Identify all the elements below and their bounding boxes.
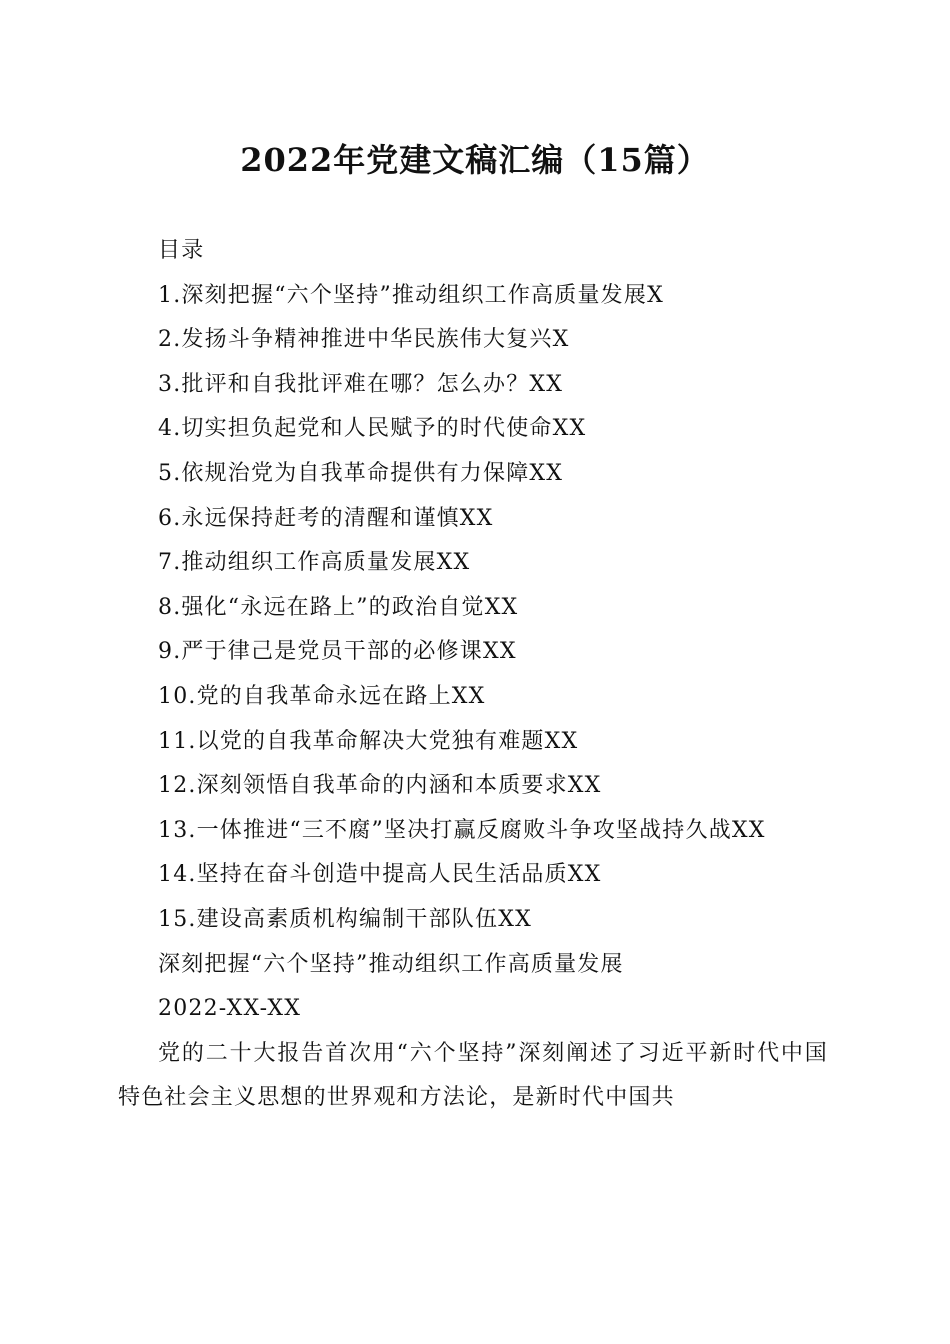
- toc-item[interactable]: [118, 764, 828, 809]
- toc-item-page: XX: [483, 639, 517, 665]
- toc-item-number: 15.: [158, 906, 197, 932]
- article-date: 2022-XX-XX: [158, 996, 302, 1022]
- toc-item-page: XX: [436, 550, 471, 576]
- toc-item[interactable]: [118, 407, 828, 452]
- toc-item-title: 建设高素质机构编制干部队伍: [196, 906, 499, 932]
- toc-item-page: XX: [484, 594, 519, 620]
- toc-item-page: XX: [529, 371, 564, 397]
- toc-item-title: 永远保持赶考的清醒和谨慎: [181, 505, 460, 531]
- toc-item-page: X: [647, 282, 664, 308]
- toc-item-number: 3.: [158, 371, 182, 397]
- toc-item-page: XX: [567, 773, 602, 799]
- toc-item[interactable]: [118, 274, 828, 319]
- toc-item-title: 严于律己是党员干部的必修课: [181, 639, 483, 665]
- toc-item-title: 深刻把握“六个坚持”推动组织工作高质量发展: [181, 282, 648, 308]
- toc-item-title: 发扬斗争精神推进中华民族伟大复兴: [181, 327, 553, 353]
- toc-item-page: XX: [544, 728, 579, 754]
- toc-item-page: XX: [459, 505, 494, 531]
- toc-item-number: 2.: [158, 327, 182, 353]
- toc-item-title: 以党的自我革命解决大党独有难题: [196, 728, 545, 754]
- toc-item-page: XX: [567, 862, 602, 888]
- toc-item[interactable]: [118, 809, 828, 854]
- toc-item-number: 7.: [158, 550, 182, 576]
- toc-item-title: 批评和自我批评难在哪？怎么办？: [181, 371, 530, 397]
- toc-item-page: XX: [529, 460, 564, 486]
- toc-item-number: 13.: [158, 817, 197, 843]
- toc-item-title: 坚持在奋斗创造中提高人民生活品质: [196, 862, 568, 888]
- toc-item-number: 8.: [158, 594, 182, 620]
- toc-item[interactable]: [118, 853, 828, 898]
- document-body: [118, 229, 828, 1121]
- article-paragraph: 党的二十大报告首次用“六个坚持”深刻阐述了习近平新时代中国特色社会主义思想的世界观和方法论，是新时代中国共: [118, 1040, 828, 1111]
- toc-item-title: 切实担负起党和人民赋予的时代使命: [181, 416, 553, 442]
- toc-item[interactable]: [118, 363, 828, 408]
- toc-item-title: 深刻领悟自我革命的内涵和本质要求: [196, 773, 568, 799]
- table-of-contents: [118, 274, 828, 943]
- toc-item-title: 依规治党为自我革命提供有力保障: [181, 460, 530, 486]
- toc-item[interactable]: [118, 720, 828, 765]
- toc-item[interactable]: [118, 318, 828, 363]
- toc-item-page: X: [552, 327, 570, 353]
- toc-item-number: 11.: [158, 728, 197, 754]
- article-title: 深刻把握“六个坚持”推动组织工作高质量发展: [158, 951, 624, 977]
- toc-item-page: XX: [498, 906, 532, 932]
- toc-item-number: 14.: [158, 862, 197, 888]
- toc-item-number: 5.: [158, 460, 182, 486]
- toc-item[interactable]: [118, 675, 828, 720]
- toc-item-number: 6.: [158, 505, 182, 531]
- toc-heading: 目录: [158, 238, 205, 263]
- toc-item-number: 4.: [158, 416, 182, 442]
- toc-item-title: 一体推进“三不腐”坚决打赢反腐败斗争攻坚战持久战: [196, 817, 732, 843]
- toc-item-number: 12.: [158, 773, 197, 799]
- toc-item-number: 9.: [158, 639, 182, 665]
- toc-item[interactable]: [118, 586, 828, 631]
- toc-item-page: XX: [731, 817, 766, 843]
- toc-item-title: 党的自我革命永远在路上: [196, 683, 452, 709]
- toc-item[interactable]: [118, 541, 828, 586]
- document-title: 2022年党建文稿汇编（15篇）: [240, 141, 710, 179]
- toc-item[interactable]: [118, 630, 828, 675]
- toc-item[interactable]: [118, 898, 828, 943]
- toc-item-number: 10.: [158, 683, 197, 709]
- toc-item-page: XX: [552, 416, 587, 442]
- toc-item-page: XX: [451, 683, 486, 709]
- toc-item-title: 强化“永远在路上”的政治自觉: [181, 594, 485, 620]
- toc-item[interactable]: [118, 497, 828, 542]
- toc-item-title: 推动组织工作高质量发展: [181, 550, 437, 576]
- toc-item[interactable]: [118, 452, 828, 497]
- toc-item-number: 1.: [158, 282, 182, 308]
